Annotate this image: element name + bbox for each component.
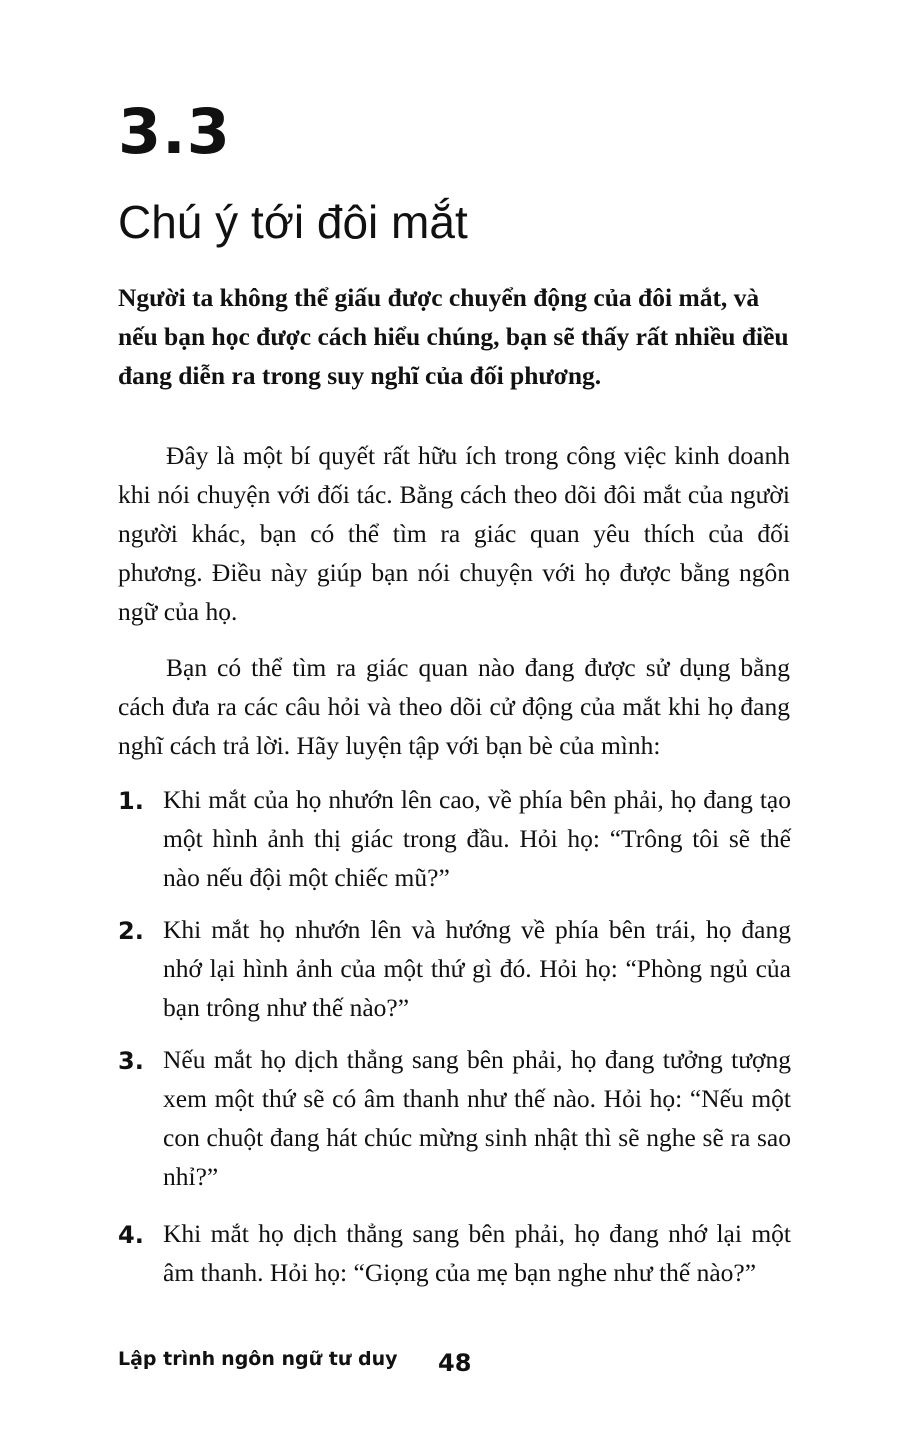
list-number: 1.	[118, 787, 144, 815]
section-number: 3.3	[118, 95, 231, 168]
book-title-part2: ngôn ngữ tư duy	[221, 1348, 398, 1370]
list-number: 4.	[118, 1221, 144, 1249]
list-text: Nếu mắt họ dịch thẳng sang bên phải, họ đang tưởng tượng xem một thứ sẽ có âm thanh như thế nào. Hỏi họ: “Nếu một con chuột đang hát chúc mừng sinh nhật thì sẽ nghe sẽ ra sao nhỉ?”	[163, 1045, 791, 1191]
running-footer	[118, 1344, 398, 1374]
body-paragraph-2: Bạn có thể tìm ra giác quan nào đang được sử dụng bằng cách đưa ra các câu hỏi và theo dõi cử động của mắt khi họ đang nghĩ cách trả lời. Hãy luyện tập với bạn bè của mình:	[118, 653, 790, 760]
body-paragraph-1: Đây là một bí quyết rất hữu ích trong công việc kinh doanh khi nói chuyện với đối tác. Bằng cách theo dõi đôi mắt của người người khác, bạn có thể tìm ra giác quan yêu thích của đối phương. Điều này giúp bạn nói chuyện với họ được bằng ngôn ngữ của họ.	[118, 441, 790, 626]
book-title-part1: Lập trình	[118, 1348, 216, 1370]
list-text: Khi mắt họ nhướn lên và hướng về phía bên trái, họ đang nhớ lại hình ảnh của một thứ gì đó. Hỏi họ: “Phòng ngủ của bạn trông như thế nào?”	[163, 915, 791, 1022]
page-number: 48	[438, 1349, 472, 1377]
list-text: Khi mắt họ dịch thẳng sang bên phải, họ đang nhớ lại một âm thanh. Hỏi họ: “Giọng của mẹ bạn nghe như thế nào?”	[163, 1219, 791, 1287]
list-text: Khi mắt của họ nhướn lên cao, về phía bên phải, họ đang tạo một hình ảnh thị giác trong đầu. Hỏi họ: “Trông tôi sẽ thế nào nếu đội một chiếc mũ?”	[163, 785, 791, 892]
list-number: 2.	[118, 917, 144, 945]
lead-paragraph: Người ta không thể giấu được chuyển động của đôi mắt, và nếu bạn học được cách hiểu chúng, bạn sẽ thấy rất nhiều điều đang diễn ra trong suy nghĩ của đối phương.	[118, 283, 789, 390]
list-number: 3.	[118, 1047, 144, 1075]
section-title: Chú ý tới đôi mắt	[118, 196, 468, 248]
